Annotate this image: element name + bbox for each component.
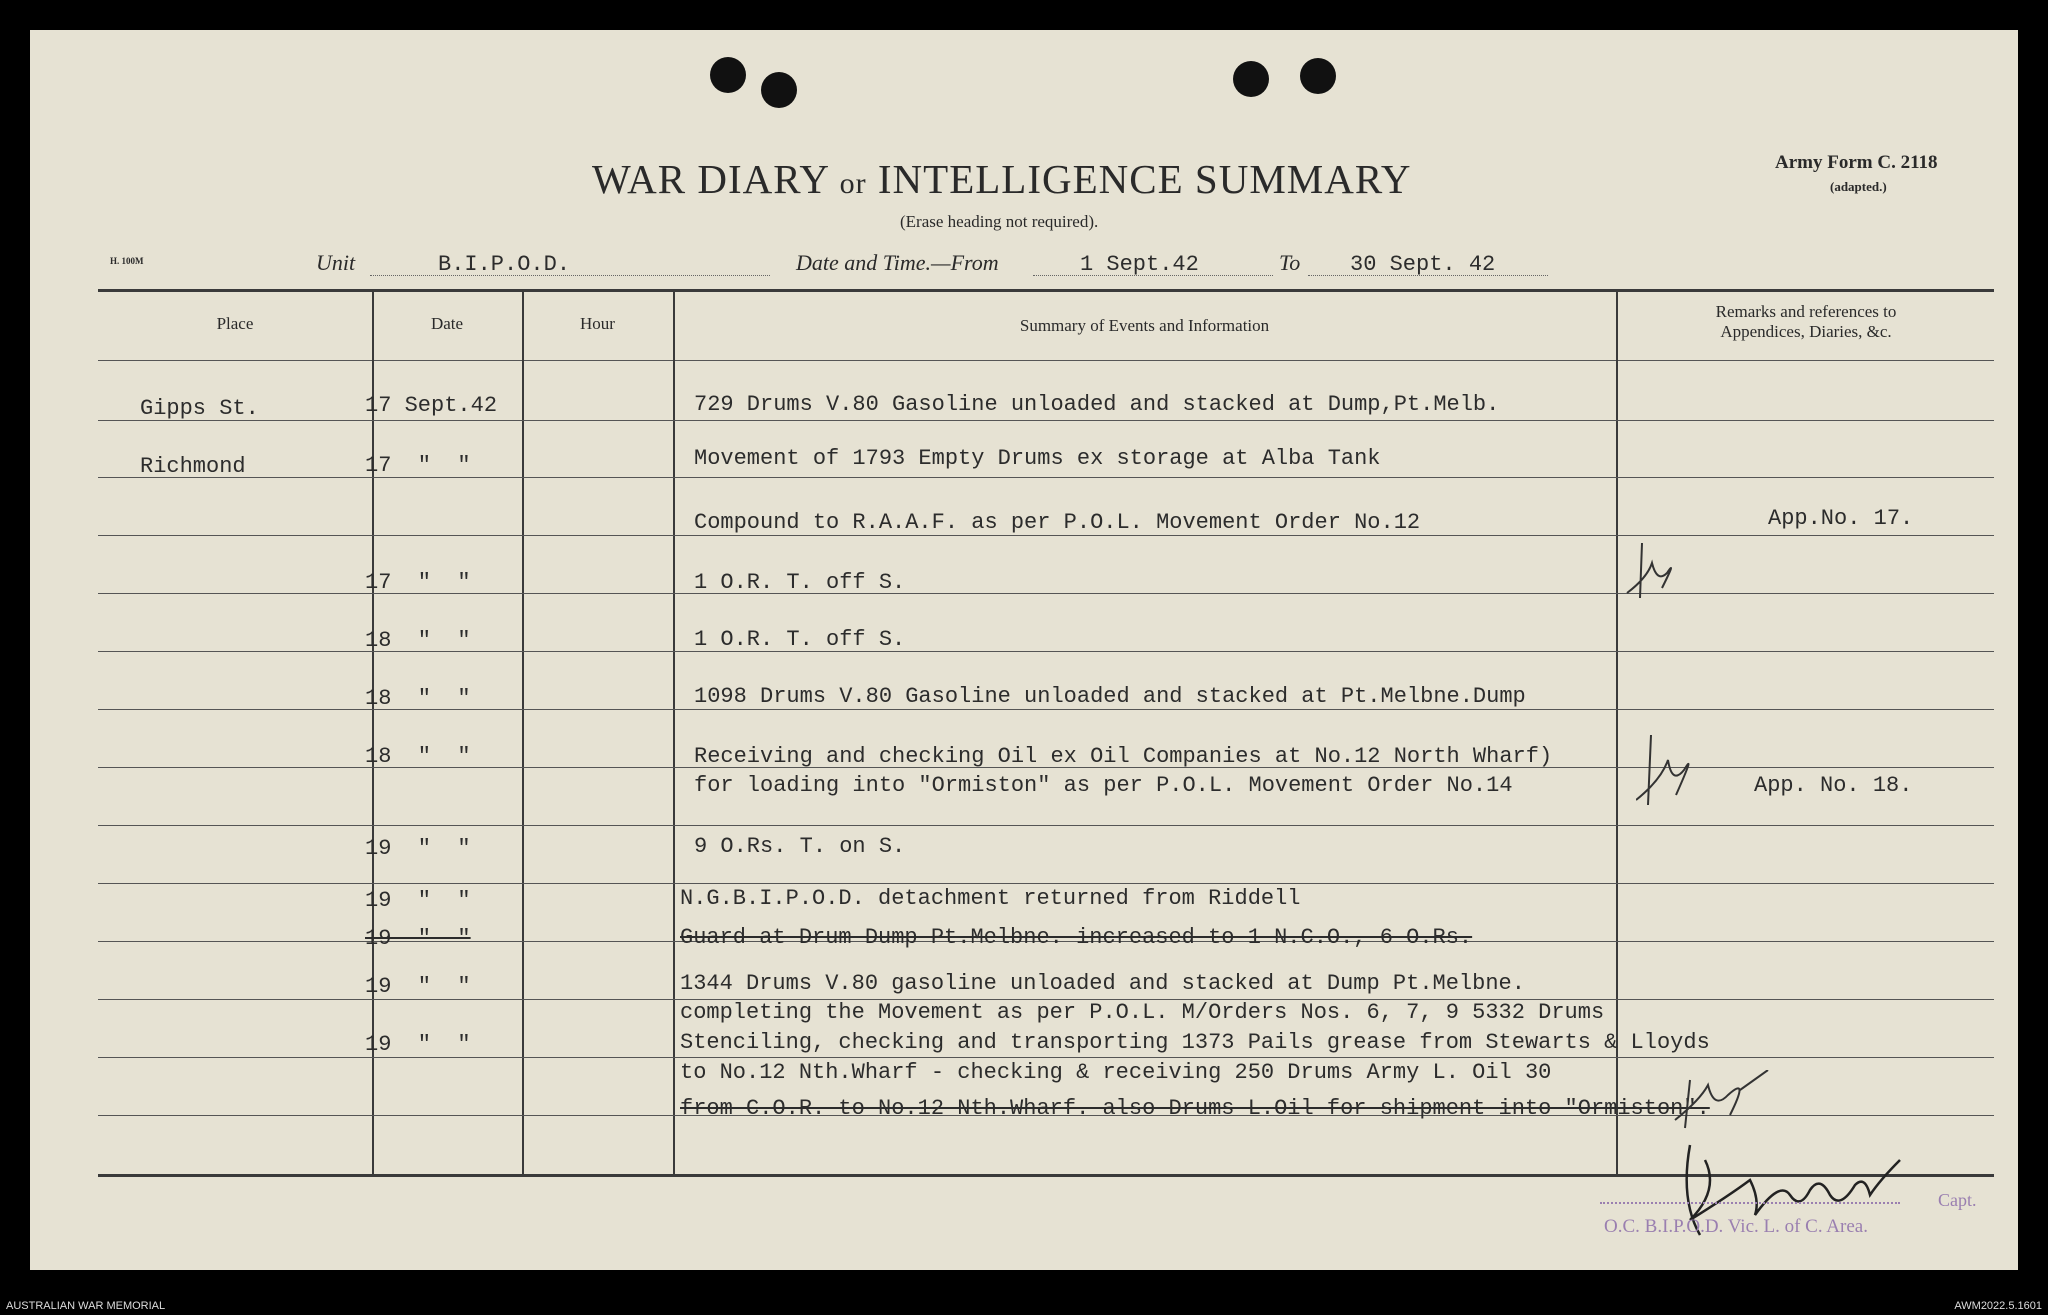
entry-date: 18 " " [365,686,471,711]
entry-date: 18 " " [365,628,471,653]
column-divider [673,290,675,1175]
date-from-value: 1 Sept.42 [1080,252,1199,277]
entry-summary: N.G.B.I.P.O.D. detachment returned from Riddell [680,886,1301,911]
entry-summary: for loading into "Ormiston" as per P.O.L. Movement Order No.14 [694,773,1513,798]
remarks-header-line2: Appendices, Diaries, &c. [1720,322,1892,341]
unit-value: B.I.P.O.D. [438,252,571,277]
page-title [592,155,1412,203]
column-header-place: Place [216,314,254,333]
column-header-hour: Hour [580,314,615,333]
row-rule [98,1057,1994,1058]
entry-date: 17 Sept.42 [365,393,498,418]
footer-right: AWM2022.5.1601 [1954,1300,2042,1312]
initials-mark [1622,538,1702,608]
table-top-rule [98,289,1994,292]
form-code: H. 100M [110,256,144,266]
date-time-label: Date and Time.—From [796,250,999,275]
column-divider [522,290,524,1175]
diary-page [30,30,2018,1270]
row-rule [98,825,1994,826]
date-to-value: 30 Sept. 42 [1350,252,1496,277]
entry-date: 19 " " [365,836,471,861]
entry-place: Gipps St. [140,396,259,421]
entry-summary: to No.12 Nth.Wharf - checking & receiving 250 Drums Army L. Oil 30 [680,1060,1552,1085]
row-rule [98,883,1994,884]
column-header-summary: Summary of Events and Information [1019,316,1270,335]
column-header-remarks [1618,302,1994,342]
row-rule [98,535,1994,536]
unit-label: Unit [316,250,356,275]
initials-mark [1670,1070,1770,1130]
entry-remark [1768,506,1913,531]
footer-left: AUSTRALIAN WAR MEMORIAL [6,1300,166,1312]
entry-date: 19 " " [365,926,471,951]
title-or: or [839,167,867,200]
to-label: To [1279,250,1301,275]
entry-remark [1754,773,1912,798]
punch-hole [761,72,797,108]
entry-summary: Compound to R.A.A.F. as per P.O.L. Movement Order No.12 [694,510,1421,535]
subtitle: (Erase heading not required). [900,212,1099,231]
row-rule [98,420,1994,421]
entry-date: 18 " " [365,744,471,769]
entry-summary: completing the Movement as per P.O.L. M/Orders Nos. 6, 7, 9 5332 Drums [680,1000,1605,1025]
entry-summary: Movement of 1793 Empty Drums ex storage at Alba Tank [694,446,1381,471]
entry-summary: from C.O.R. to No.12 Nth.Wharf. also Drums L.Oil for shipment into "Ormiston". [680,1096,1710,1121]
punch-hole [1300,58,1336,94]
entry-summary: 1098 Drums V.80 Gasoline unloaded and stacked at Pt.Melbne.Dump [694,684,1526,709]
entry-date: 17 " " [365,453,471,478]
initials-mark [1636,730,1716,810]
army-form-label: Army Form C. 2118 [1775,152,1938,173]
adapted-label: (adapted.) [1830,179,1887,194]
entry-summary: 1344 Drums V.80 gasoline unloaded and stacked at Dump Pt.Melbne. [680,971,1525,996]
appendix-reference: App. No. 18. [1754,773,1913,798]
stamp-capt: Capt. [1938,1190,1977,1210]
entry-summary: Guard at Drum Dump Pt.Melbne. increased to 1 N.C.O., 6 O.Rs. [680,925,1473,950]
entry-place: Richmond [140,454,246,479]
entry-summary: Stenciling, checking and transporting 1373 Pails grease from Stewarts & Lloyds [680,1030,1710,1055]
entry-date: 17 " " [365,570,471,595]
title-intelligence-summary: INTELLIGENCE SUMMARY [877,156,1412,202]
appendix-reference: App.No. 17. [1768,506,1914,531]
remarks-header-line1: Remarks and references to [1715,302,1897,321]
title-war-diary: WAR DIARY [592,156,829,202]
entry-date: 19 " " [365,888,471,913]
stamp-dotline [1600,1202,1900,1204]
entry-date: 19 " " [365,974,471,999]
entry-summary: 9 O.Rs. T. on S. [694,834,906,859]
entry-summary: Receiving and checking Oil ex Oil Companies at No.12 North Wharf) [694,744,1553,769]
punch-hole [710,57,746,93]
entry-summary: 729 Drums V.80 Gasoline unloaded and stacked at Dump,Pt.Melb. [694,392,1500,417]
entry-summary: 1 O.R. T. off S. [694,570,906,595]
stamp-oc-line: O.C. B.I.P.O.D. Vic. L. of C. Area. [1604,1216,1868,1237]
column-header-date: Date [430,314,464,333]
entry-date: 19 " " [365,1032,471,1057]
punch-hole [1233,61,1269,97]
header-bottom-rule [98,360,1994,361]
entry-summary: 1 O.R. T. off S. [694,627,906,652]
